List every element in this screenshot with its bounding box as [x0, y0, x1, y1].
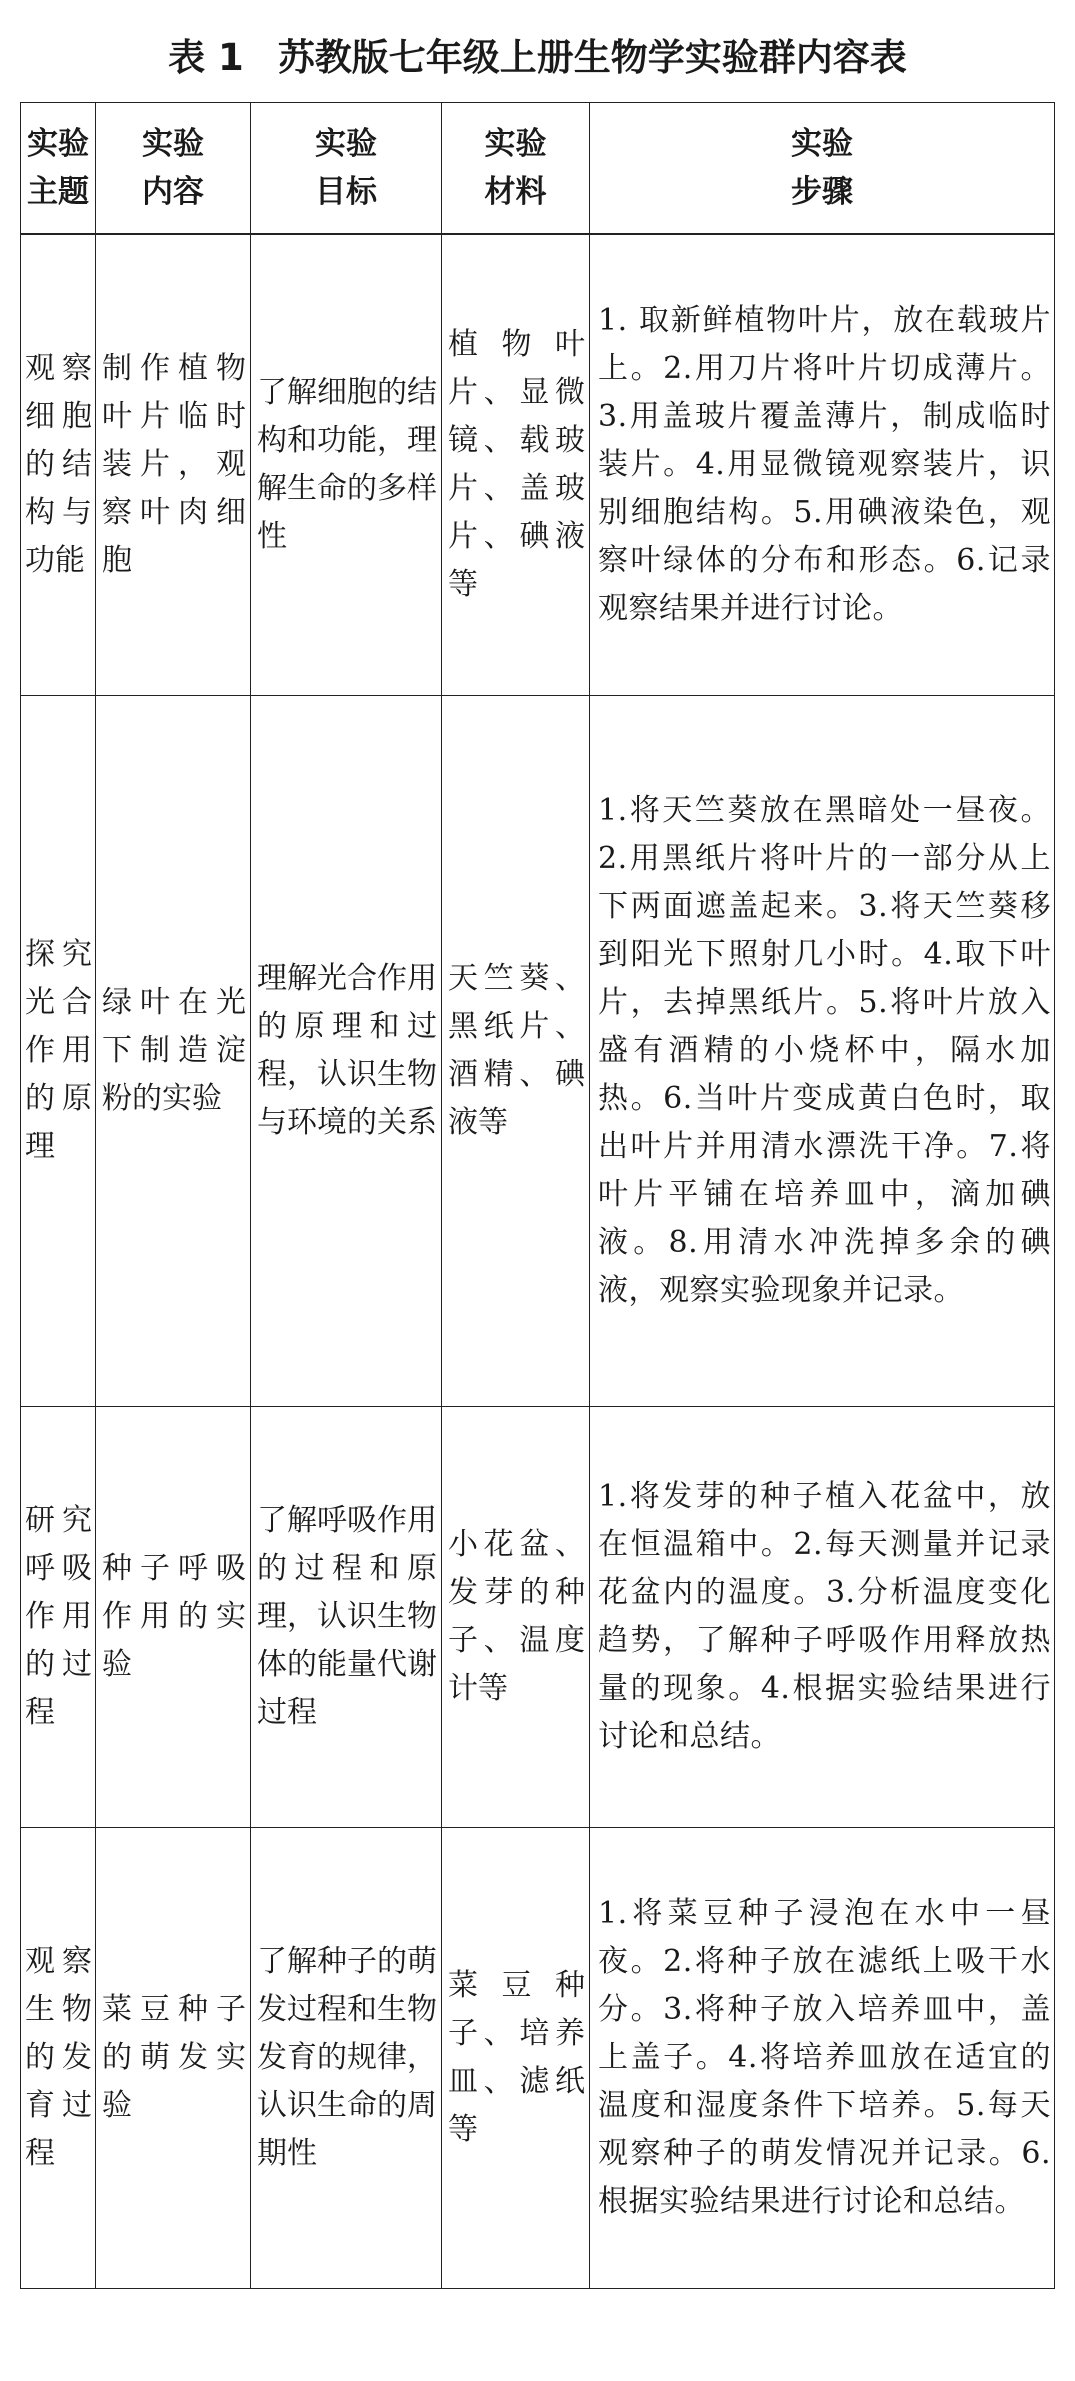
cell-topic: 探究光合作用的原理 [21, 696, 96, 1407]
cell-goal: 了解细胞的结构和功能，理解生命的多样性 [251, 234, 442, 696]
cell-materials: 植物叶片、显微镜、载玻片、盖玻片、碘液等 [442, 234, 590, 696]
cell-materials: 菜豆种子、培养皿、滤纸等 [442, 1828, 590, 2289]
table-header-row [21, 103, 1055, 235]
table-row [21, 1407, 1055, 1828]
table-label: 表 1 [168, 36, 244, 79]
cell-content: 制作植物叶片临时装片，观察叶肉细胞 [96, 234, 251, 696]
table-caption [0, 22, 1075, 94]
cell-topic: 观察生物的发育过程 [21, 1828, 96, 2289]
cell-materials: 天竺葵、黑纸片、酒精、碘液等 [442, 696, 590, 1407]
table-title: 苏教版七年级上册生物学实验群内容表 [277, 36, 907, 79]
cell-content: 绿叶在光下制造淀粉的实验 [96, 696, 251, 1407]
header-topic: 实验 主题 [21, 103, 96, 235]
cell-steps: 1.将菜豆种子浸泡在水中一昼夜。2.将种子放在滤纸上吸干水分。3.将种子放入培养皿中，盖上盖子。4.将培养皿放在适宜的温度和湿度条件下培养。5.每天观察种子的萌发情况并记录。6.根据实验结果进行讨论和总结。 [590, 1828, 1055, 2289]
experiment-table [20, 102, 1055, 2289]
cell-topic: 研究呼吸作用的过程 [21, 1407, 96, 1828]
header-content: 实验 内容 [96, 103, 251, 235]
cell-steps: 1. 取新鲜植物叶片，放在载玻片上。2.用刀片将叶片切成薄片。3.用盖玻片覆盖薄片，制成临时装片。4.用显微镜观察装片，识别细胞结构。5.用碘液染色，观察叶绿体的分布和形态。6.记录观察结果并进行讨论。 [590, 234, 1055, 696]
table-row [21, 1828, 1055, 2289]
table-row [21, 234, 1055, 696]
cell-content: 种子呼吸作用的实验 [96, 1407, 251, 1828]
table-row [21, 696, 1055, 1407]
cell-steps: 1.将天竺葵放在黑暗处一昼夜。2.用黑纸片将叶片的一部分从上下两面遮盖起来。3.将天竺葵移到阳光下照射几小时。4.取下叶片，去掉黑纸片。5.将叶片放入盛有酒精的小烧杯中，隔水加热。6.当叶片变成黄白色时，取出叶片并用清水漂洗干净。7.将叶片平铺在培养皿中，滴加碘液。8.用清水冲洗掉多余的碘液，观察实验现象并记录。 [590, 696, 1055, 1407]
cell-topic: 观察细胞的结构与功能 [21, 234, 96, 696]
cell-materials: 小花盆、发芽的种子、温度计等 [442, 1407, 590, 1828]
header-goal: 实验 目标 [251, 103, 442, 235]
header-steps: 实验 步骤 [590, 103, 1055, 235]
cell-goal: 了解种子的萌发过程和生物发育的规律，认识生命的周期性 [251, 1828, 442, 2289]
cell-goal: 了解呼吸作用的过程和原理，认识生物体的能量代谢过程 [251, 1407, 442, 1828]
header-materials: 实验 材料 [442, 103, 590, 235]
cell-content: 菜豆种子的萌发实验 [96, 1828, 251, 2289]
cell-goal: 理解光合作用的原理和过程，认识生物与环境的关系 [251, 696, 442, 1407]
cell-steps: 1.将发芽的种子植入花盆中，放在恒温箱中。2.每天测量并记录花盆内的温度。3.分析温度变化趋势，了解种子呼吸作用释放热量的现象。4.根据实验结果进行讨论和总结。 [590, 1407, 1055, 1828]
